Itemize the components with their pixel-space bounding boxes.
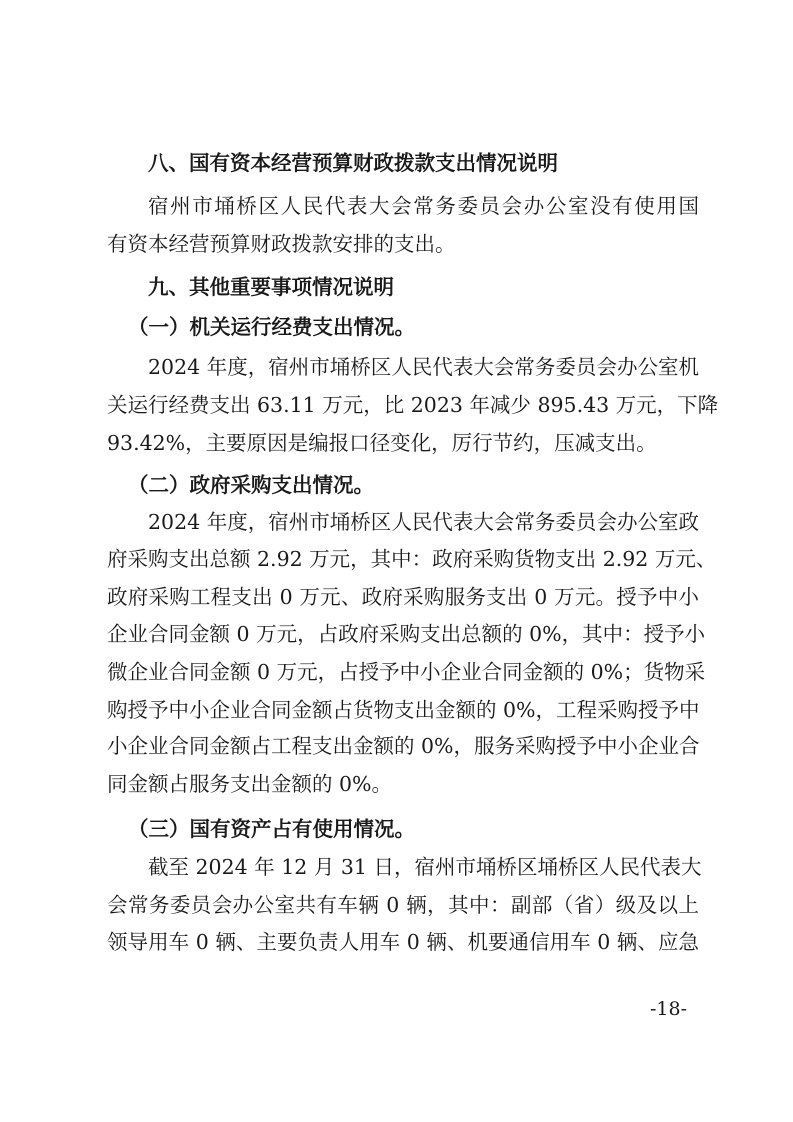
- paragraph-line: 2024 年度，宿州市埇桥区人民代表大会常务委员会办公室机: [148, 355, 699, 379]
- subsection-1-heading: （一）机关运行经费支出情况。: [128, 315, 415, 339]
- paragraph-line: 政府采购工程支出 0 万元、政府采购服务支出 0 万元。授予中小: [107, 585, 699, 609]
- subsection-2-heading: （二）政府采购支出情况。: [128, 473, 374, 497]
- paragraph-line: 小企业合同金额占工程支出金额的 0%，服务采购授予中小企业合: [107, 734, 700, 758]
- paragraph-line: 领导用车 0 辆、主要负责人用车 0 辆、机要通信用车 0 辆、应急: [107, 930, 699, 954]
- paragraph-line: 府采购支出总额 2.92 万元，其中：政府采购货物支出 2.92 万元、: [107, 547, 717, 571]
- page-number: -18-: [650, 998, 688, 1020]
- paragraph-line: 有资本经营预算财政拨款安排的支出。: [107, 232, 456, 256]
- section-8-heading: 八、国有资本经营预算财政拨款支出情况说明: [148, 151, 558, 175]
- paragraph-line: 微企业合同金额 0 万元，占授予中小企业合同金额的 0%；货物采: [107, 660, 706, 684]
- paragraph-line: 同金额占服务支出金额的 0%。: [107, 772, 393, 796]
- paragraph-line: 2024 年度，宿州市埇桥区人民代表大会常务委员会办公室政: [148, 510, 699, 534]
- paragraph-line: 会常务委员会办公室共有车辆 0 辆，其中：副部（省）级及以上: [107, 893, 699, 917]
- subsection-3-heading: （三）国有资产占有使用情况。: [128, 817, 415, 841]
- paragraph-line: 宿州市埇桥区人民代表大会常务委员会办公室没有使用国: [148, 194, 699, 218]
- paragraph-line: 企业合同金额 0 万元，占政府采购支出总额的 0%，其中：授予小: [107, 622, 706, 646]
- paragraph-line: 93.42%，主要原因是编报口径变化，厉行节约，压减支出。: [107, 431, 657, 455]
- paragraph-line: 关运行经费支出 63.11 万元，比 2023 年减少 895.43 万元，下降: [107, 393, 719, 417]
- paragraph-line: 购授予中小企业合同金额占货物支出金额的 0%，工程采购授予中: [107, 698, 700, 722]
- section-9-heading: 九、其他重要事项情况说明: [148, 275, 394, 299]
- paragraph-line: 截至 2024 年 12 月 31 日，宿州市埇桥区埇桥区人民代表大: [148, 855, 702, 879]
